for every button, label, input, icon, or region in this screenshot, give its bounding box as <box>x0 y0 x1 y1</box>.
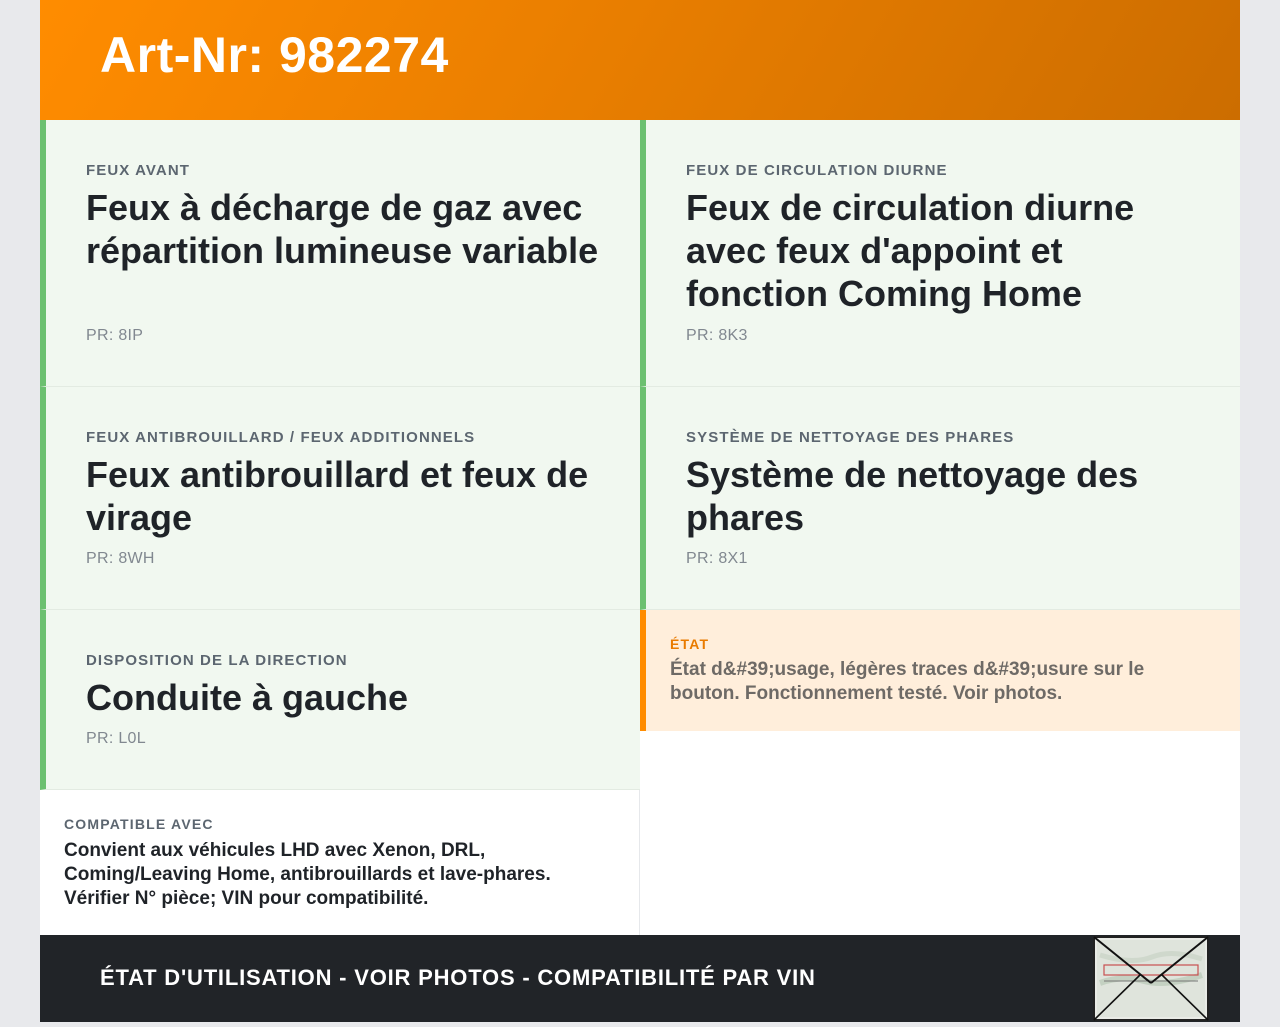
feature-card-fog-lights <box>40 387 640 610</box>
card-label: FEUX AVANT <box>86 162 191 179</box>
card-title: Système de nettoyage des phares <box>686 454 1139 538</box>
card-label: FEUX ANTIBROUILLARD / FEUX ADDITIONNELS <box>86 429 476 446</box>
compatibility-box <box>40 790 640 935</box>
feature-card-headlight-washer <box>640 387 1240 610</box>
condition-box <box>640 610 1240 731</box>
feature-card-headlights <box>40 120 640 387</box>
card-title: Feux de circulation diurne avec feux d'appoint et fonction Coming Home <box>686 187 1135 314</box>
product-page <box>40 0 1240 1022</box>
card-pr-code: PR: 8X1 <box>686 550 748 567</box>
article-number-title: Art-Nr: 982274 <box>100 27 449 83</box>
card-label: DISPOSITION DE LA DIRECTION <box>86 652 348 669</box>
card-pr-code: PR: 8IP <box>86 327 144 344</box>
feature-card-drl <box>640 120 1240 387</box>
card-title: Feux antibrouillard et feux de virage <box>86 454 589 538</box>
card-title: Feux à décharge de gaz avec répartition lumineuse variable <box>86 187 599 271</box>
card-label: SYSTÈME DE NETTOYAGE DES PHARES <box>686 429 1015 446</box>
condition-text: État d&#39;usage, légères traces d&#39;usure sur le bouton. Fonctionnement testé. Voir photos. <box>670 659 1145 704</box>
envelope-label-photo-icon <box>1092 935 1210 1022</box>
compatibility-label: COMPATIBLE AVEC <box>64 816 214 832</box>
card-pr-code: PR: 8K3 <box>686 327 748 344</box>
footer-bar <box>40 935 1240 1022</box>
card-pr-code: PR: 8WH <box>86 550 155 567</box>
card-title: Conduite à gauche <box>86 677 409 718</box>
condition-label: ÉTAT <box>670 636 710 652</box>
card-label: FEUX DE CIRCULATION DIURNE <box>686 162 948 179</box>
feature-card-steering <box>40 610 640 790</box>
card-pr-code: PR: L0L <box>86 730 146 747</box>
compatibility-text: Convient aux véhicules LHD avec Xenon, DRL, Coming/Leaving Home, antibrouillards et lave-phares. Vérifier N° pièce; VIN pour compatibilité. <box>64 840 551 909</box>
header-banner <box>40 0 1240 120</box>
footer-text: ÉTAT D'UTILISATION - VOIR PHOTOS - COMPATIBILITÉ PAR VIN <box>100 965 816 990</box>
